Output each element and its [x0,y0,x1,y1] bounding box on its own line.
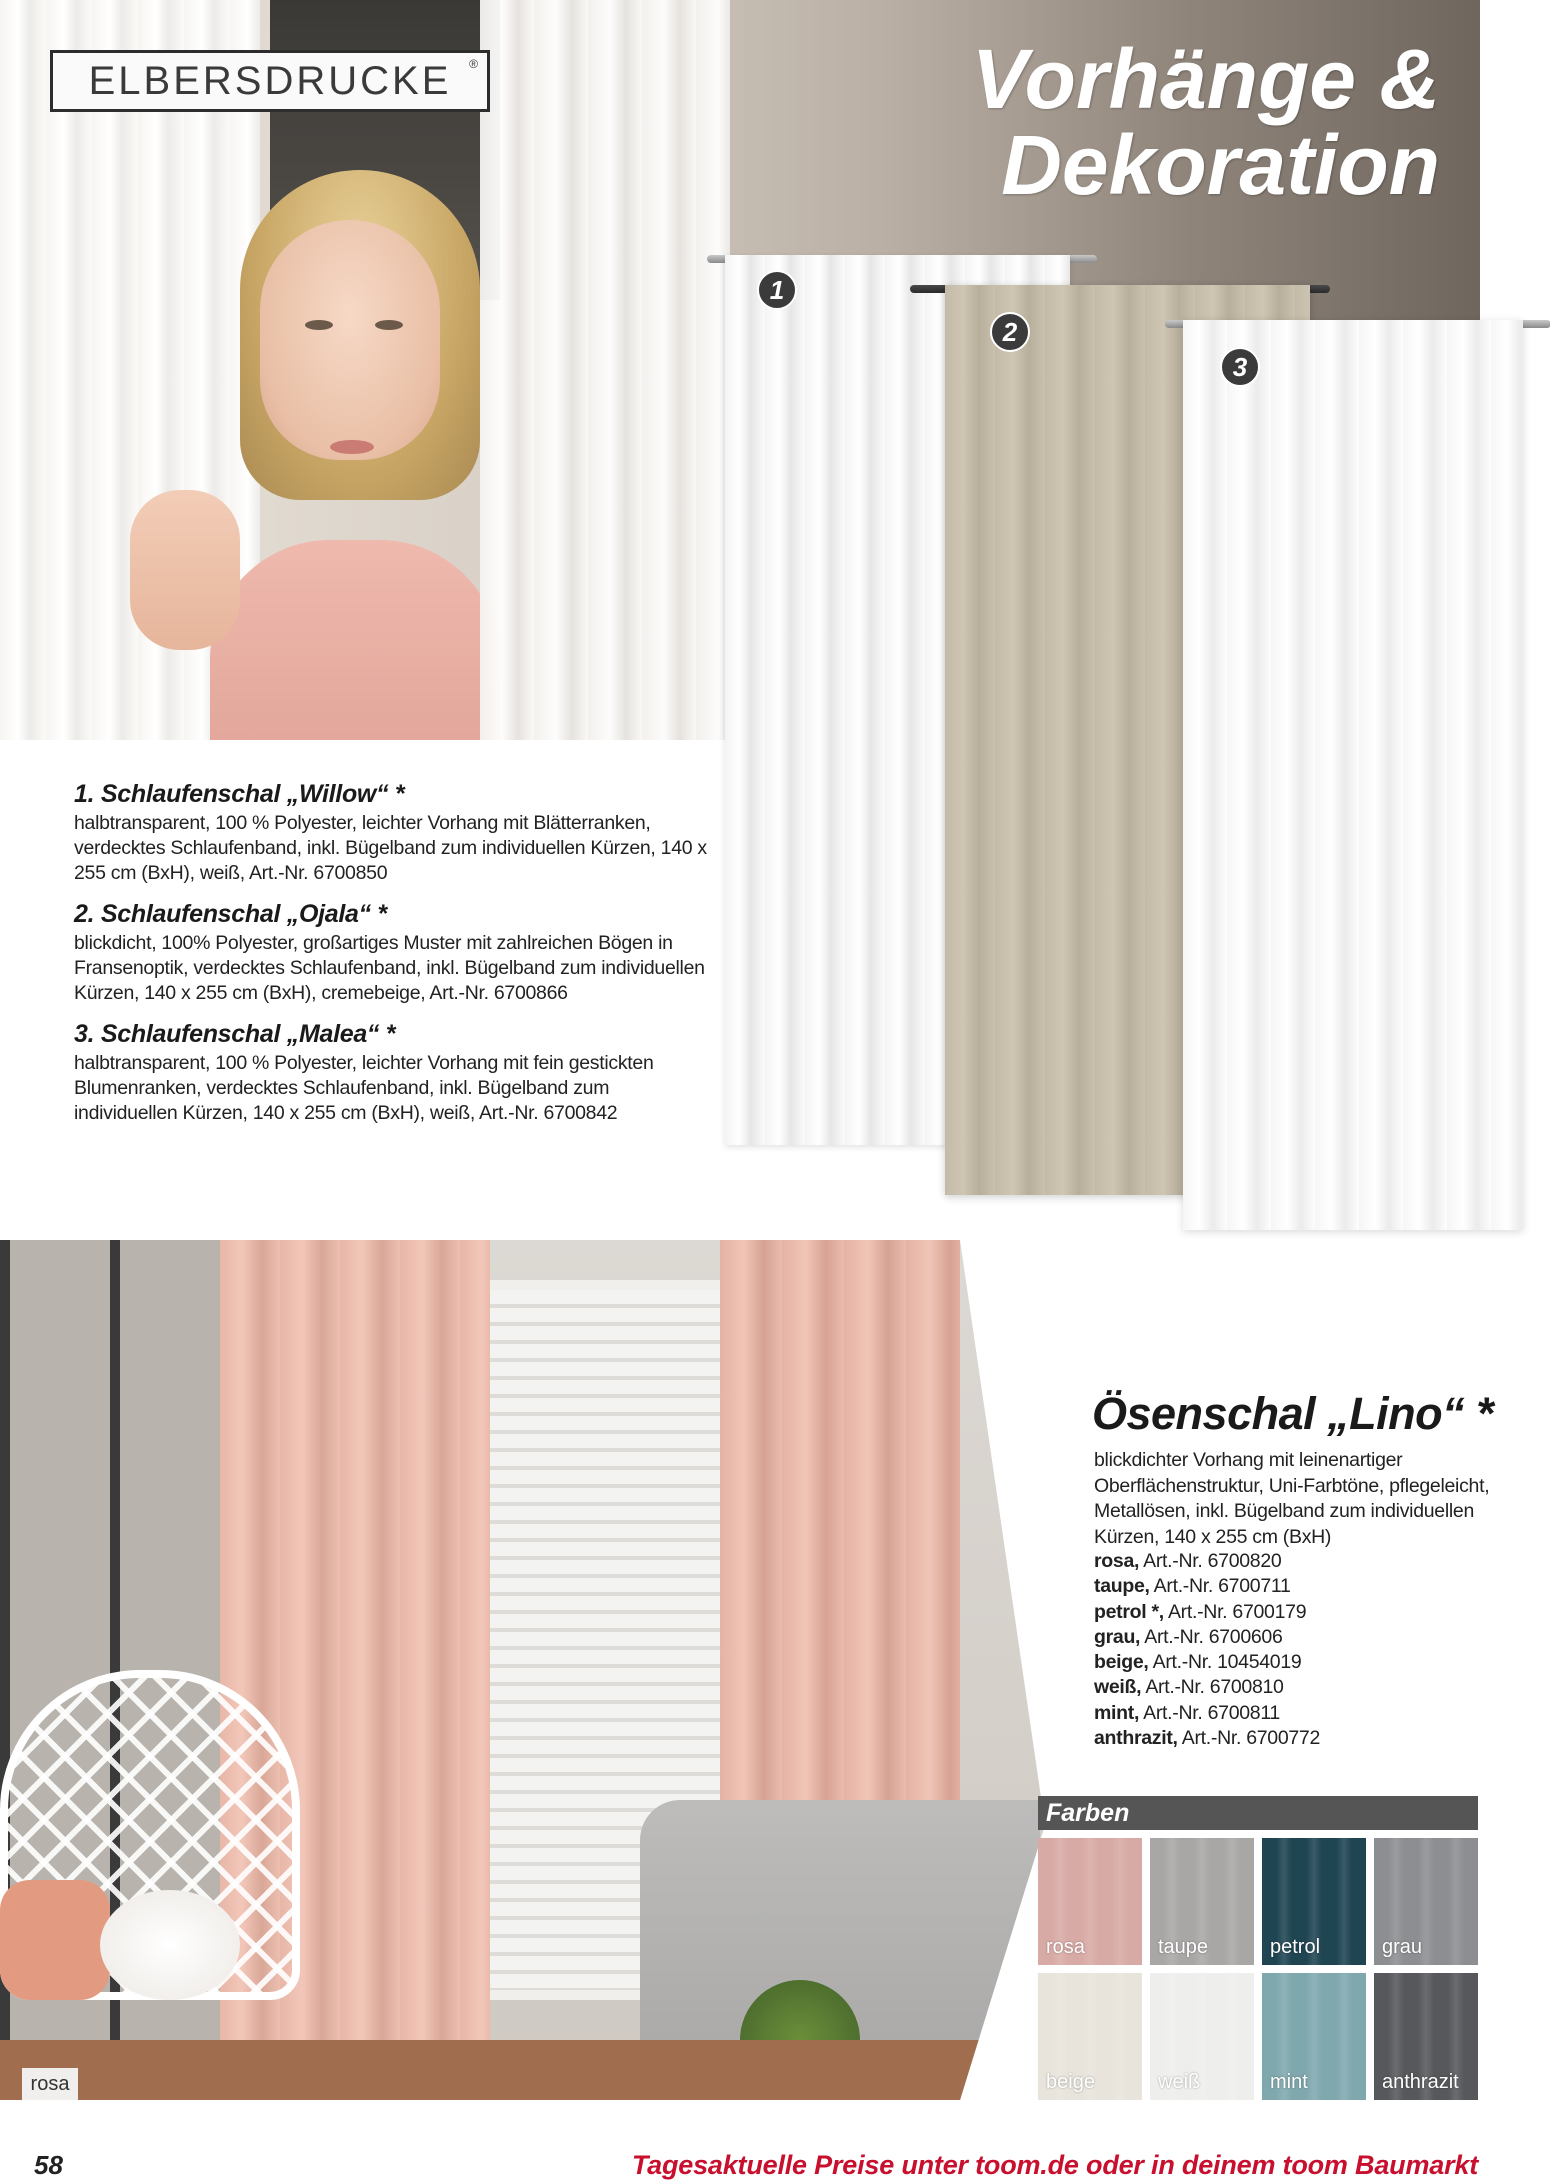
swatch-label: rosa [1046,1936,1085,1958]
variant-article: Art.-Nr. 6700811 [1143,1701,1280,1724]
variant-color: petrol *, [1094,1600,1164,1623]
product-description: blickdicht, 100% Polyester, großartiges Muster mit zahlreichen Bögen in Fransenoptik, verdecktes Schlaufenband, inkl. Bügelband zum individuellen Kürzen, 140 x 255 cm (BxH), cremebeige, Art.-Nr. 6700866 [74,932,705,1004]
color-swatch-grau [1374,1838,1478,1965]
swatch-label: grau [1382,1936,1423,1958]
curtain-malea-image [1183,310,1523,1230]
page-title [971,32,1440,212]
color-swatch-rosa [1038,1838,1142,1965]
variant-color: beige, [1094,1651,1149,1674]
registered-mark: ® [469,57,481,71]
lino-variant [1094,1625,1320,1650]
lino-description: blickdichter Vorhang mit leinenartiger Oberflächenstruktur, Uni-Farbtöne, pflegeleicht, Metallösen, inkl. Bügelband zum individuellen Kürzen, 140 x 255 cm (BxH) [1094,1449,1490,1548]
color-swatch-anthrazit [1374,1973,1478,2100]
swatch-label: taupe [1158,1936,1209,1958]
variant-article: Art.-Nr. 6700179 [1167,1600,1307,1623]
room-round-pillow [100,1890,240,2000]
swatch-label: mint [1270,2071,1308,2093]
lino-variant [1094,1675,1320,1700]
variant-article: Art.-Nr. 6700810 [1145,1676,1284,1699]
brand-logo-text: ELBERSDRUCKE [88,58,452,103]
woman-face [260,220,440,460]
product-descriptions [74,780,714,1140]
product-number-badge-2: 2 [990,312,1030,352]
room-orange-pillow [0,1880,110,2000]
variant-article: Art.-Nr. 6700711 [1153,1575,1291,1598]
swatch-label: beige [1046,2071,1095,2093]
product-title: 3. Schlaufenschal „Malea“ * [74,1020,396,1048]
hero-sheer-curtain-right [480,0,730,740]
variant-color: rosa, [1094,1550,1140,1572]
curtain-fabric [1183,320,1523,1230]
product-willow [74,780,714,886]
woman-eye-left [305,320,333,330]
swatch-label: anthrazit [1382,2071,1459,2093]
room-floor [0,2040,1045,2100]
hero-woman [200,150,500,740]
color-swatch-mint [1262,1973,1366,2100]
product-ojala [74,900,714,1006]
lino-variant [1094,1574,1320,1599]
variant-color: weiß, [1094,1676,1142,1699]
lino-variant [1094,1701,1320,1726]
color-swatch-taupe [1150,1838,1254,1965]
product-malea [74,1020,714,1126]
swatch-label: petrol [1270,1936,1321,1958]
color-swatch-petrol [1262,1838,1366,1965]
variant-color: mint, [1094,1701,1140,1724]
product-title: 2. Schlaufenschal „Ojala“ * [74,900,387,928]
page-title-line-1: Vorhänge & [971,32,1440,126]
color-swatch-weiss [1150,1973,1254,2100]
lino-variant [1094,1726,1320,1751]
page-title-line-2: Dekoration [1001,118,1440,212]
woman-eye-right [375,320,403,330]
footer-price-note: Tagesaktuelle Preise unter toom.de oder in deinem toom Baumarkt [631,2150,1478,2180]
variant-color: taupe, [1094,1575,1150,1598]
color-swatch-grid [1038,1838,1478,2100]
woman-pink-top [210,540,500,740]
page-number: 58 [34,2150,63,2180]
variant-article: Art.-Nr. 10454019 [1152,1651,1302,1674]
woman-lips [330,440,374,454]
variant-color: anthrazit, [1094,1727,1178,1750]
lino-variant [1094,1650,1320,1675]
product-number-badge-1: 1 [757,270,797,310]
product-title: 1. Schlaufenschal „Willow“ * [74,780,405,808]
variant-color: grau, [1094,1625,1141,1648]
variant-article: Art.-Nr. 6700820 [1143,1550,1282,1572]
colors-header: Farben [1038,1796,1478,1830]
variant-article: Art.-Nr. 6700772 [1181,1727,1321,1750]
lino-variant-list [1094,1549,1320,1751]
product-number-badge-3: 3 [1220,347,1260,387]
swatch-label: weiß [1158,2071,1201,2093]
room-photo [0,1240,1045,2100]
variant-article: Art.-Nr. 6700606 [1144,1625,1283,1648]
lino-variant [1094,1600,1320,1625]
room-color-label: rosa [22,2068,78,2100]
product-description: halbtransparent, 100 % Polyester, leichter Vorhang mit Blätterranken, verdecktes Schlaufenband, inkl. Bügelband zum individuellen Kürzen, 140 x 255 cm (BxH), weiß, Art.-Nr. 6700850 [74,812,707,884]
lino-title: Ösenschal „Lino“ * [1092,1388,1494,1439]
color-swatch-beige [1038,1973,1142,2100]
brand-logo [50,50,490,112]
lino-variant [1094,1549,1320,1574]
product-description: halbtransparent, 100 % Polyester, leichter Vorhang mit fein gestickten Blumenranken, verdecktes Schlaufenband, inkl. Bügelband zum individuellen Kürzen, 140 x 255 cm (BxH), weiß, Art.-Nr. 6700842 [74,1052,654,1124]
